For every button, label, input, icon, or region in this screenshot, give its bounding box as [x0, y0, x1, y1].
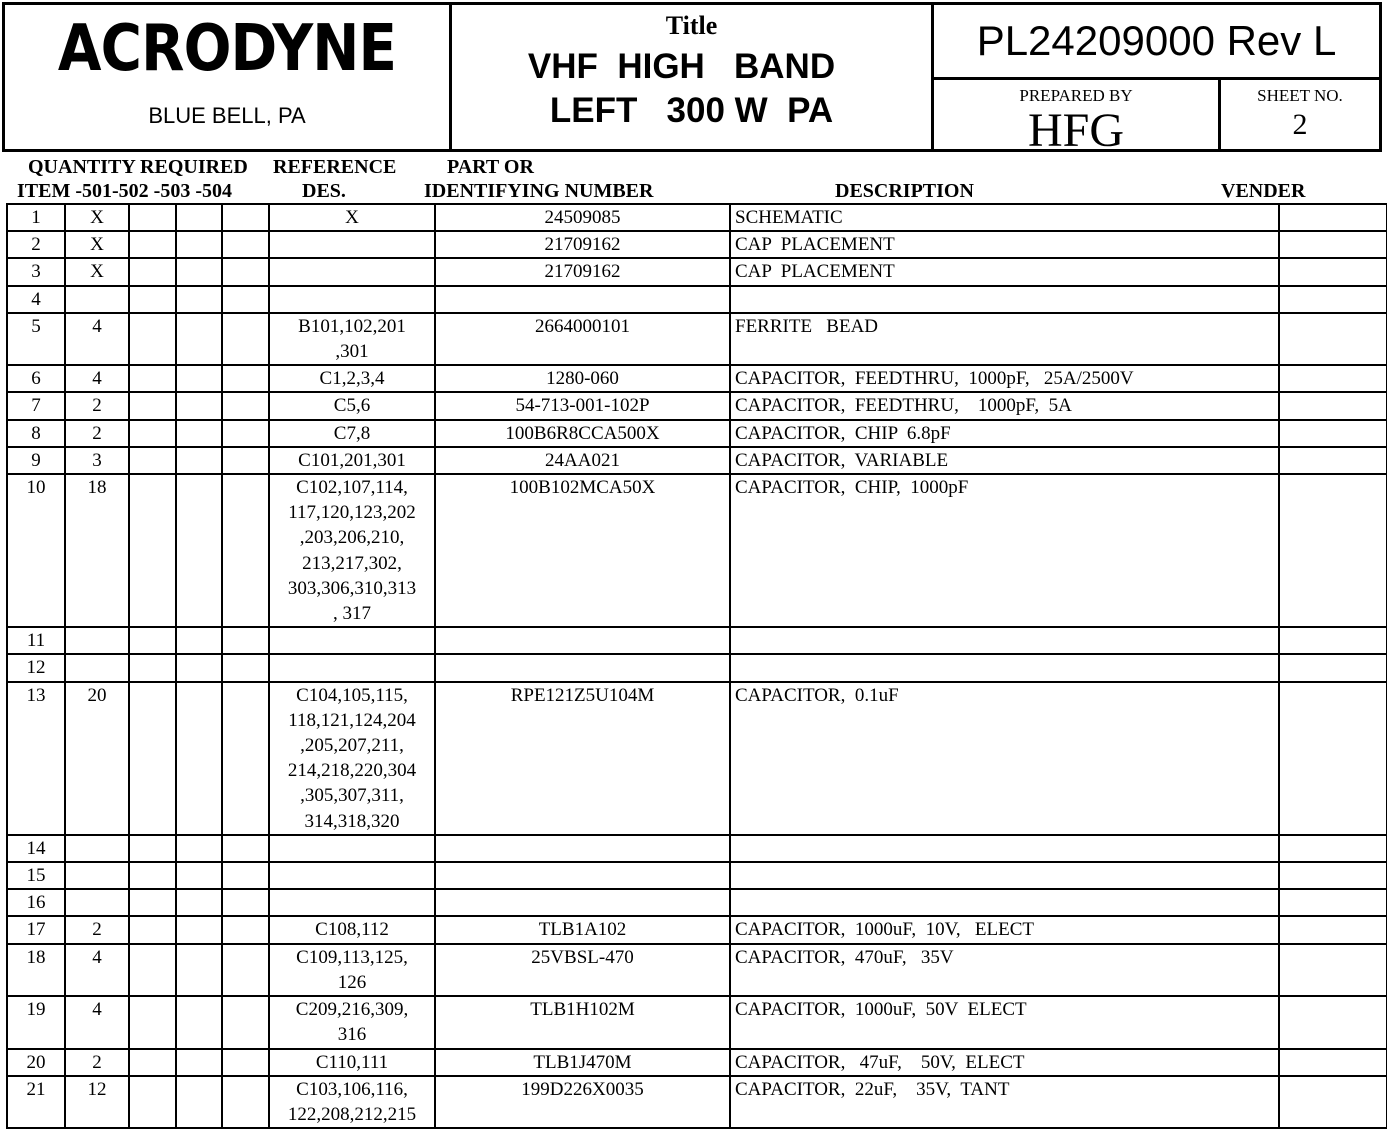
item-number-cell: 5 — [7, 313, 65, 365]
item-number-cell: 2 — [7, 231, 65, 258]
bill-of-materials-table — [6, 203, 1387, 1129]
part-number-cell: RPE121Z5U104M — [435, 682, 730, 835]
description-cell — [730, 654, 1279, 681]
qty-503-cell — [176, 313, 222, 365]
reference-des-cell: C102,107,114, 117,120,123,202 ,203,206,210, 213,217,302, 303,306,310,313 , 317 — [269, 474, 435, 627]
qty-502-cell — [129, 313, 176, 365]
company-location: BLUE BELL, PA — [148, 103, 306, 128]
qty-502-cell — [129, 996, 176, 1048]
vender-cell — [1279, 916, 1387, 943]
qty-501-cell: 3 — [65, 447, 129, 474]
document-info-block — [931, 2, 1382, 157]
vender-cell — [1279, 286, 1387, 313]
description-cell: CAPACITOR, CHIP, 1000pF — [730, 474, 1279, 627]
header-part-or: PART OR — [447, 156, 534, 178]
reference-des-cell — [269, 258, 435, 285]
qty-503-cell — [176, 996, 222, 1048]
reference-des-cell — [269, 889, 435, 916]
description-cell: CAP PLACEMENT — [730, 258, 1279, 285]
reference-des-cell: C108,112 — [269, 916, 435, 943]
table-row — [7, 313, 1387, 365]
qty-502-cell — [129, 1076, 176, 1128]
qty-502-cell — [129, 420, 176, 447]
vender-cell — [1279, 231, 1387, 258]
reference-des-cell: B101,102,201 ,301 — [269, 313, 435, 365]
qty-501-cell: 4 — [65, 944, 129, 996]
table-row — [7, 365, 1387, 392]
qty-501-cell — [65, 286, 129, 313]
qty-501-cell: 2 — [65, 392, 129, 419]
qty-501-cell: 20 — [65, 682, 129, 835]
description-cell — [730, 627, 1279, 654]
table-row — [7, 996, 1387, 1048]
qty-501-cell: 12 — [65, 1076, 129, 1128]
qty-504-cell — [222, 835, 269, 862]
part-number-cell: 21709162 — [435, 258, 730, 285]
part-number-cell: TLB1A102 — [435, 916, 730, 943]
qty-504-cell — [222, 654, 269, 681]
vender-cell — [1279, 889, 1387, 916]
header-item-columns: ITEM -501-502 -503 -504 — [17, 180, 232, 202]
qty-503-cell — [176, 654, 222, 681]
qty-503-cell — [176, 944, 222, 996]
qty-502-cell — [129, 258, 176, 285]
item-number-cell: 7 — [7, 392, 65, 419]
qty-503-cell — [176, 204, 222, 231]
vender-cell — [1279, 862, 1387, 889]
qty-504-cell — [222, 258, 269, 285]
sheet-number-value: 2 — [1292, 108, 1308, 141]
qty-501-cell — [65, 835, 129, 862]
table-row — [7, 447, 1387, 474]
vender-cell — [1279, 1076, 1387, 1128]
part-number-cell: 100B102MCA50X — [435, 474, 730, 627]
part-number-cell — [435, 654, 730, 681]
description-cell: CAPACITOR, 1000uF, 50V ELECT — [730, 996, 1279, 1048]
reference-des-cell — [269, 627, 435, 654]
description-cell: CAPACITOR, 0.1uF — [730, 682, 1279, 835]
qty-501-cell: 2 — [65, 1049, 129, 1076]
sheet-number-cell — [1221, 80, 1379, 149]
company-logo: ACRODYNE — [57, 12, 397, 86]
part-number-cell — [435, 286, 730, 313]
part-number-cell: TLB1H102M — [435, 996, 730, 1048]
qty-502-cell — [129, 627, 176, 654]
reference-des-cell — [269, 835, 435, 862]
item-number-cell: 17 — [7, 916, 65, 943]
qty-501-cell: 18 — [65, 474, 129, 627]
qty-501-cell — [65, 654, 129, 681]
qty-503-cell — [176, 1076, 222, 1128]
item-number-cell: 1 — [7, 204, 65, 231]
description-cell: CAPACITOR, 47uF, 50V, ELECT — [730, 1049, 1279, 1076]
vender-cell — [1279, 944, 1387, 996]
table-row — [7, 835, 1387, 862]
part-number-cell: 1280-060 — [435, 365, 730, 392]
description-cell: CAPACITOR, VARIABLE — [730, 447, 1279, 474]
company-block — [2, 2, 452, 152]
prepared-by-label: PREPARED BY — [1019, 86, 1133, 105]
vender-cell — [1279, 627, 1387, 654]
qty-504-cell — [222, 204, 269, 231]
qty-503-cell — [176, 862, 222, 889]
reference-des-cell: C5,6 — [269, 392, 435, 419]
description-cell: CAPACITOR, FEEDTHRU, 1000pF, 5A — [730, 392, 1279, 419]
item-number-cell: 21 — [7, 1076, 65, 1128]
qty-504-cell — [222, 862, 269, 889]
reference-des-cell — [269, 654, 435, 681]
item-number-cell: 10 — [7, 474, 65, 627]
qty-504-cell — [222, 944, 269, 996]
reference-des-cell: C109,113,125, 126 — [269, 944, 435, 996]
qty-501-cell: X — [65, 231, 129, 258]
qty-502-cell — [129, 474, 176, 627]
table-row — [7, 474, 1387, 627]
qty-502-cell — [129, 944, 176, 996]
vender-cell — [1279, 996, 1387, 1048]
description-cell — [730, 862, 1279, 889]
table-row — [7, 944, 1387, 996]
title-label: Title — [665, 11, 718, 40]
qty-501-cell: X — [65, 204, 129, 231]
vender-cell — [1279, 392, 1387, 419]
qty-504-cell — [222, 286, 269, 313]
qty-502-cell — [129, 1049, 176, 1076]
qty-502-cell — [129, 204, 176, 231]
part-number-cell: 54-713-001-102P — [435, 392, 730, 419]
vender-cell — [1279, 1049, 1387, 1076]
qty-502-cell — [129, 835, 176, 862]
part-number-cell: TLB1J470M — [435, 1049, 730, 1076]
reference-des-cell: C104,105,115, 118,121,124,204 ,205,207,211, 214,218,220,304 ,305,307,311, 314,318,320 — [269, 682, 435, 835]
part-number-cell — [435, 862, 730, 889]
title-line-1: VHF HIGH BAND — [527, 47, 836, 86]
qty-502-cell — [129, 392, 176, 419]
qty-501-cell: 4 — [65, 365, 129, 392]
qty-503-cell — [176, 231, 222, 258]
table-row — [7, 627, 1387, 654]
qty-501-cell: 2 — [65, 916, 129, 943]
reference-des-cell: C1,2,3,4 — [269, 365, 435, 392]
table-row — [7, 231, 1387, 258]
reference-des-cell: X — [269, 204, 435, 231]
item-number-cell: 16 — [7, 889, 65, 916]
prepared-by-cell — [934, 80, 1221, 157]
qty-502-cell — [129, 286, 176, 313]
qty-503-cell — [176, 889, 222, 916]
item-number-cell: 6 — [7, 365, 65, 392]
qty-502-cell — [129, 231, 176, 258]
item-number-cell: 18 — [7, 944, 65, 996]
vender-cell — [1279, 365, 1387, 392]
sheet-number-label: SHEET NO. — [1257, 86, 1343, 105]
qty-501-cell — [65, 862, 129, 889]
reference-des-cell: C101,201,301 — [269, 447, 435, 474]
table-row — [7, 862, 1387, 889]
qty-504-cell — [222, 231, 269, 258]
qty-503-cell — [176, 447, 222, 474]
item-number-cell: 8 — [7, 420, 65, 447]
description-cell — [730, 835, 1279, 862]
description-cell: CAPACITOR, 1000uF, 10V, ELECT — [730, 916, 1279, 943]
qty-504-cell — [222, 627, 269, 654]
qty-503-cell — [176, 682, 222, 835]
qty-502-cell — [129, 447, 176, 474]
item-number-cell: 15 — [7, 862, 65, 889]
qty-503-cell — [176, 835, 222, 862]
qty-504-cell — [222, 313, 269, 365]
qty-503-cell — [176, 392, 222, 419]
part-number-cell — [435, 835, 730, 862]
item-number-cell: 20 — [7, 1049, 65, 1076]
part-number-cell — [435, 627, 730, 654]
part-number-cell: 2664000101 — [435, 313, 730, 365]
reference-des-cell: C110,111 — [269, 1049, 435, 1076]
item-number-cell: 19 — [7, 996, 65, 1048]
vender-cell — [1279, 654, 1387, 681]
vender-cell — [1279, 682, 1387, 835]
header-identifying-number: IDENTIFYING NUMBER — [424, 180, 654, 202]
table-row — [7, 420, 1387, 447]
table-row — [7, 392, 1387, 419]
part-number-cell: 199D226X0035 — [435, 1076, 730, 1128]
qty-503-cell — [176, 627, 222, 654]
item-number-cell: 4 — [7, 286, 65, 313]
description-cell: CAPACITOR, 22uF, 35V, TANT — [730, 1076, 1279, 1128]
qty-502-cell — [129, 862, 176, 889]
qty-501-cell: X — [65, 258, 129, 285]
qty-504-cell — [222, 996, 269, 1048]
description-cell: CAPACITOR, FEEDTHRU, 1000pF, 25A/2500V — [730, 365, 1279, 392]
qty-502-cell — [129, 889, 176, 916]
qty-502-cell — [129, 682, 176, 835]
table-body — [7, 204, 1387, 1128]
header-vender: VENDER — [1221, 180, 1306, 202]
part-number-cell: 21709162 — [435, 231, 730, 258]
document-number: PL24209000 Rev L — [934, 5, 1379, 80]
qty-503-cell — [176, 1049, 222, 1076]
qty-504-cell — [222, 1049, 269, 1076]
part-number-cell — [435, 889, 730, 916]
table-row — [7, 1049, 1387, 1076]
vender-cell — [1279, 447, 1387, 474]
qty-502-cell — [129, 654, 176, 681]
table-row — [7, 204, 1387, 231]
qty-502-cell — [129, 916, 176, 943]
vender-cell — [1279, 258, 1387, 285]
description-cell — [730, 889, 1279, 916]
description-cell: FERRITE BEAD — [730, 313, 1279, 365]
header-des: DES. — [302, 180, 346, 202]
qty-504-cell — [222, 474, 269, 627]
reference-des-cell: C209,216,309, 316 — [269, 996, 435, 1048]
table-row — [7, 258, 1387, 285]
table-row — [7, 654, 1387, 681]
vender-cell — [1279, 204, 1387, 231]
item-number-cell: 13 — [7, 682, 65, 835]
part-number-cell: 24AA021 — [435, 447, 730, 474]
qty-503-cell — [176, 286, 222, 313]
part-number-cell: 100B6R8CCA500X — [435, 420, 730, 447]
qty-504-cell — [222, 916, 269, 943]
description-cell: SCHEMATIC — [730, 204, 1279, 231]
item-number-cell: 3 — [7, 258, 65, 285]
qty-503-cell — [176, 365, 222, 392]
header-description: DESCRIPTION — [835, 180, 974, 202]
table-row — [7, 916, 1387, 943]
title-line-2: LEFT 300 W PA — [549, 91, 834, 130]
reference-des-cell: C7,8 — [269, 420, 435, 447]
item-number-cell: 12 — [7, 654, 65, 681]
reference-des-cell — [269, 286, 435, 313]
description-cell — [730, 286, 1279, 313]
qty-503-cell — [176, 916, 222, 943]
title-block — [449, 2, 934, 152]
qty-504-cell — [222, 682, 269, 835]
vender-cell — [1279, 474, 1387, 627]
qty-502-cell — [129, 365, 176, 392]
qty-503-cell — [176, 420, 222, 447]
table-row — [7, 1076, 1387, 1128]
qty-503-cell — [176, 258, 222, 285]
part-number-cell: 24509085 — [435, 204, 730, 231]
item-number-cell: 14 — [7, 835, 65, 862]
qty-503-cell — [176, 474, 222, 627]
qty-501-cell — [65, 889, 129, 916]
table-row — [7, 889, 1387, 916]
description-cell: CAPACITOR, 470uF, 35V — [730, 944, 1279, 996]
vender-cell — [1279, 835, 1387, 862]
qty-504-cell — [222, 889, 269, 916]
description-cell: CAPACITOR, CHIP 6.8pF — [730, 420, 1279, 447]
description-cell: CAP PLACEMENT — [730, 231, 1279, 258]
header-quantity-required: QUANTITY REQUIRED — [28, 156, 248, 178]
qty-504-cell — [222, 447, 269, 474]
reference-des-cell — [269, 862, 435, 889]
qty-501-cell: 4 — [65, 313, 129, 365]
reference-des-cell: C103,106,116, 122,208,212,215 — [269, 1076, 435, 1128]
vender-cell — [1279, 313, 1387, 365]
qty-504-cell — [222, 365, 269, 392]
header-reference: REFERENCE — [273, 156, 397, 178]
qty-504-cell — [222, 392, 269, 419]
reference-des-cell — [269, 231, 435, 258]
part-number-cell: 25VBSL-470 — [435, 944, 730, 996]
prepared-by-value: HFG — [1027, 104, 1125, 157]
vender-cell — [1279, 420, 1387, 447]
qty-504-cell — [222, 1076, 269, 1128]
table-row — [7, 286, 1387, 313]
qty-501-cell: 4 — [65, 996, 129, 1048]
item-number-cell: 9 — [7, 447, 65, 474]
qty-504-cell — [222, 420, 269, 447]
item-number-cell: 11 — [7, 627, 65, 654]
qty-501-cell — [65, 627, 129, 654]
table-row — [7, 682, 1387, 835]
qty-501-cell: 2 — [65, 420, 129, 447]
